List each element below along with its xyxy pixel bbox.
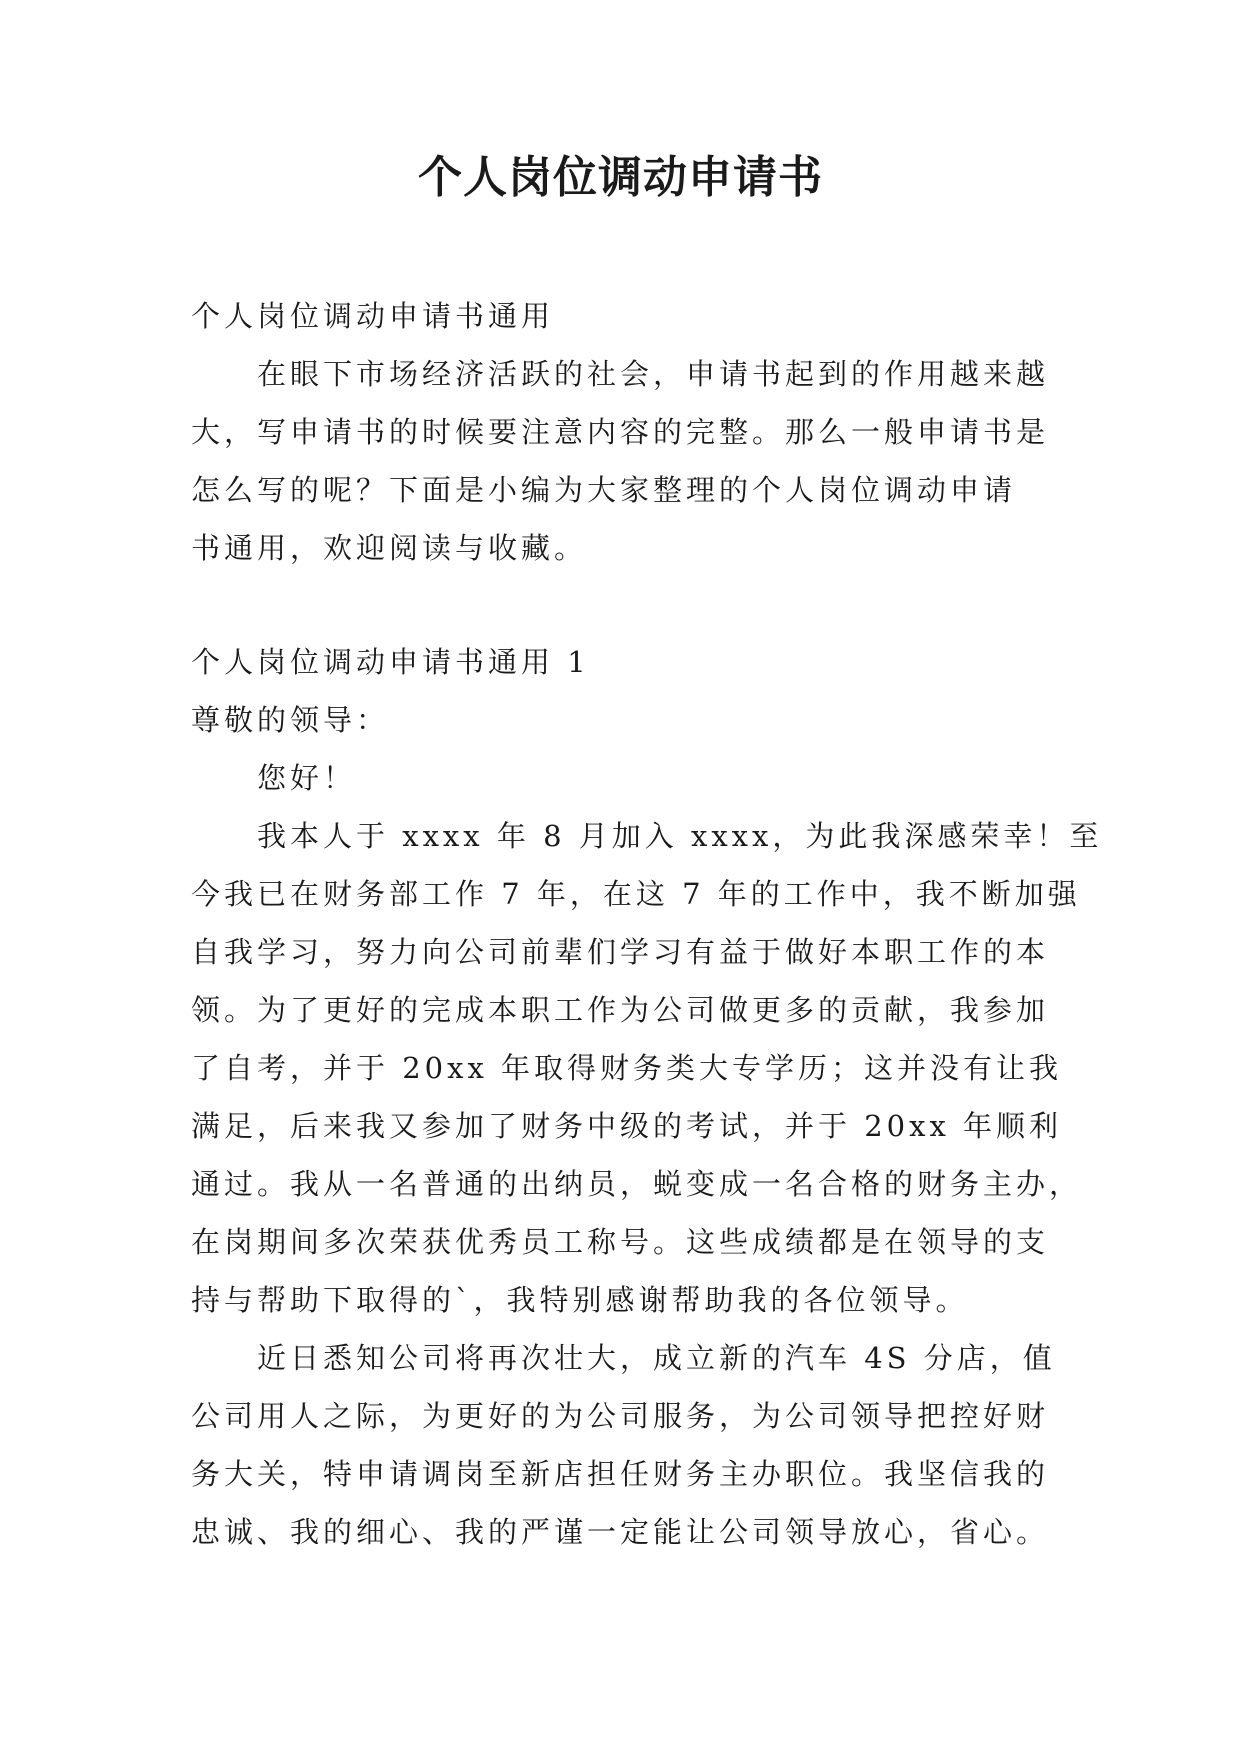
paragraph-line: 忠诚、我的细心、我的严谨一定能让公司领导放心，省心。 [191,1515,1050,1549]
document-title: 个人岗位调动申请书 [418,152,823,203]
paragraph-line: 近日悉知公司将再次壮大，成立新的汽车 4S 分店，值 [257,1341,1056,1375]
paragraph-line: 满足，后来我又参加了财务中级的考试，并于 20xx 年顺利 [191,1109,1063,1143]
paragraph-line: 持与帮助下取得的`，我特别感谢帮助我的各位领导。 [191,1283,969,1317]
paragraph-line: 务大关，特申请调岗至新店担任财务主办职位。我坚信我的 [191,1457,1050,1491]
section-heading: 个人岗位调动申请书通用 1 [191,645,590,679]
document-subtitle: 个人岗位调动申请书通用 [191,299,555,333]
intro-line: 怎么写的呢？下面是小编为大家整理的个人岗位调动申请 [191,473,1017,507]
paragraph-line: 我本人于 xxxx 年 8 月加入 xxxx，为此我深感荣幸！至 [257,819,1103,853]
intro-line: 在眼下市场经济活跃的社会，申请书起到的作用越来越 [257,357,1050,391]
paragraph-line: 自我学习，努力向公司前辈们学习有益于做好本职工作的本 [191,935,1050,969]
section-spacer [191,577,1055,633]
intro-paragraph [191,345,1055,577]
paragraph-line: 公司用人之际，为更好的为公司服务，为公司领导把控好财 [191,1399,1050,1433]
body-paragraph-1 [191,807,1103,1329]
paragraph-line: 在岗期间多次荣获优秀员工称号。这些成绩都是在领导的支 [191,1225,1050,1259]
document-body [191,287,1103,1561]
salutation: 尊敬的领导： [191,703,390,737]
intro-line: 大，写申请书的时候要注意内容的完整。那么一般申请书是 [191,415,1050,449]
paragraph-line: 今我已在财务部工作 7 年，在这 7 年的工作中，我不断加强 [191,877,1081,911]
greeting: 您好！ [257,761,357,795]
paragraph-line: 了自考，并于 20xx 年取得财务类大专学历；这并没有让我 [191,1051,1063,1085]
paragraph-line: 领。为了更好的完成本职工作为公司做更多的贡献，我参加 [191,993,1050,1027]
paragraph-line: 通过。我从一名普通的出纳员，蜕变成一名合格的财务主办， [191,1167,1083,1201]
body-paragraph-2 [191,1329,1055,1561]
intro-line: 书通用，欢迎阅读与收藏。 [191,531,588,565]
